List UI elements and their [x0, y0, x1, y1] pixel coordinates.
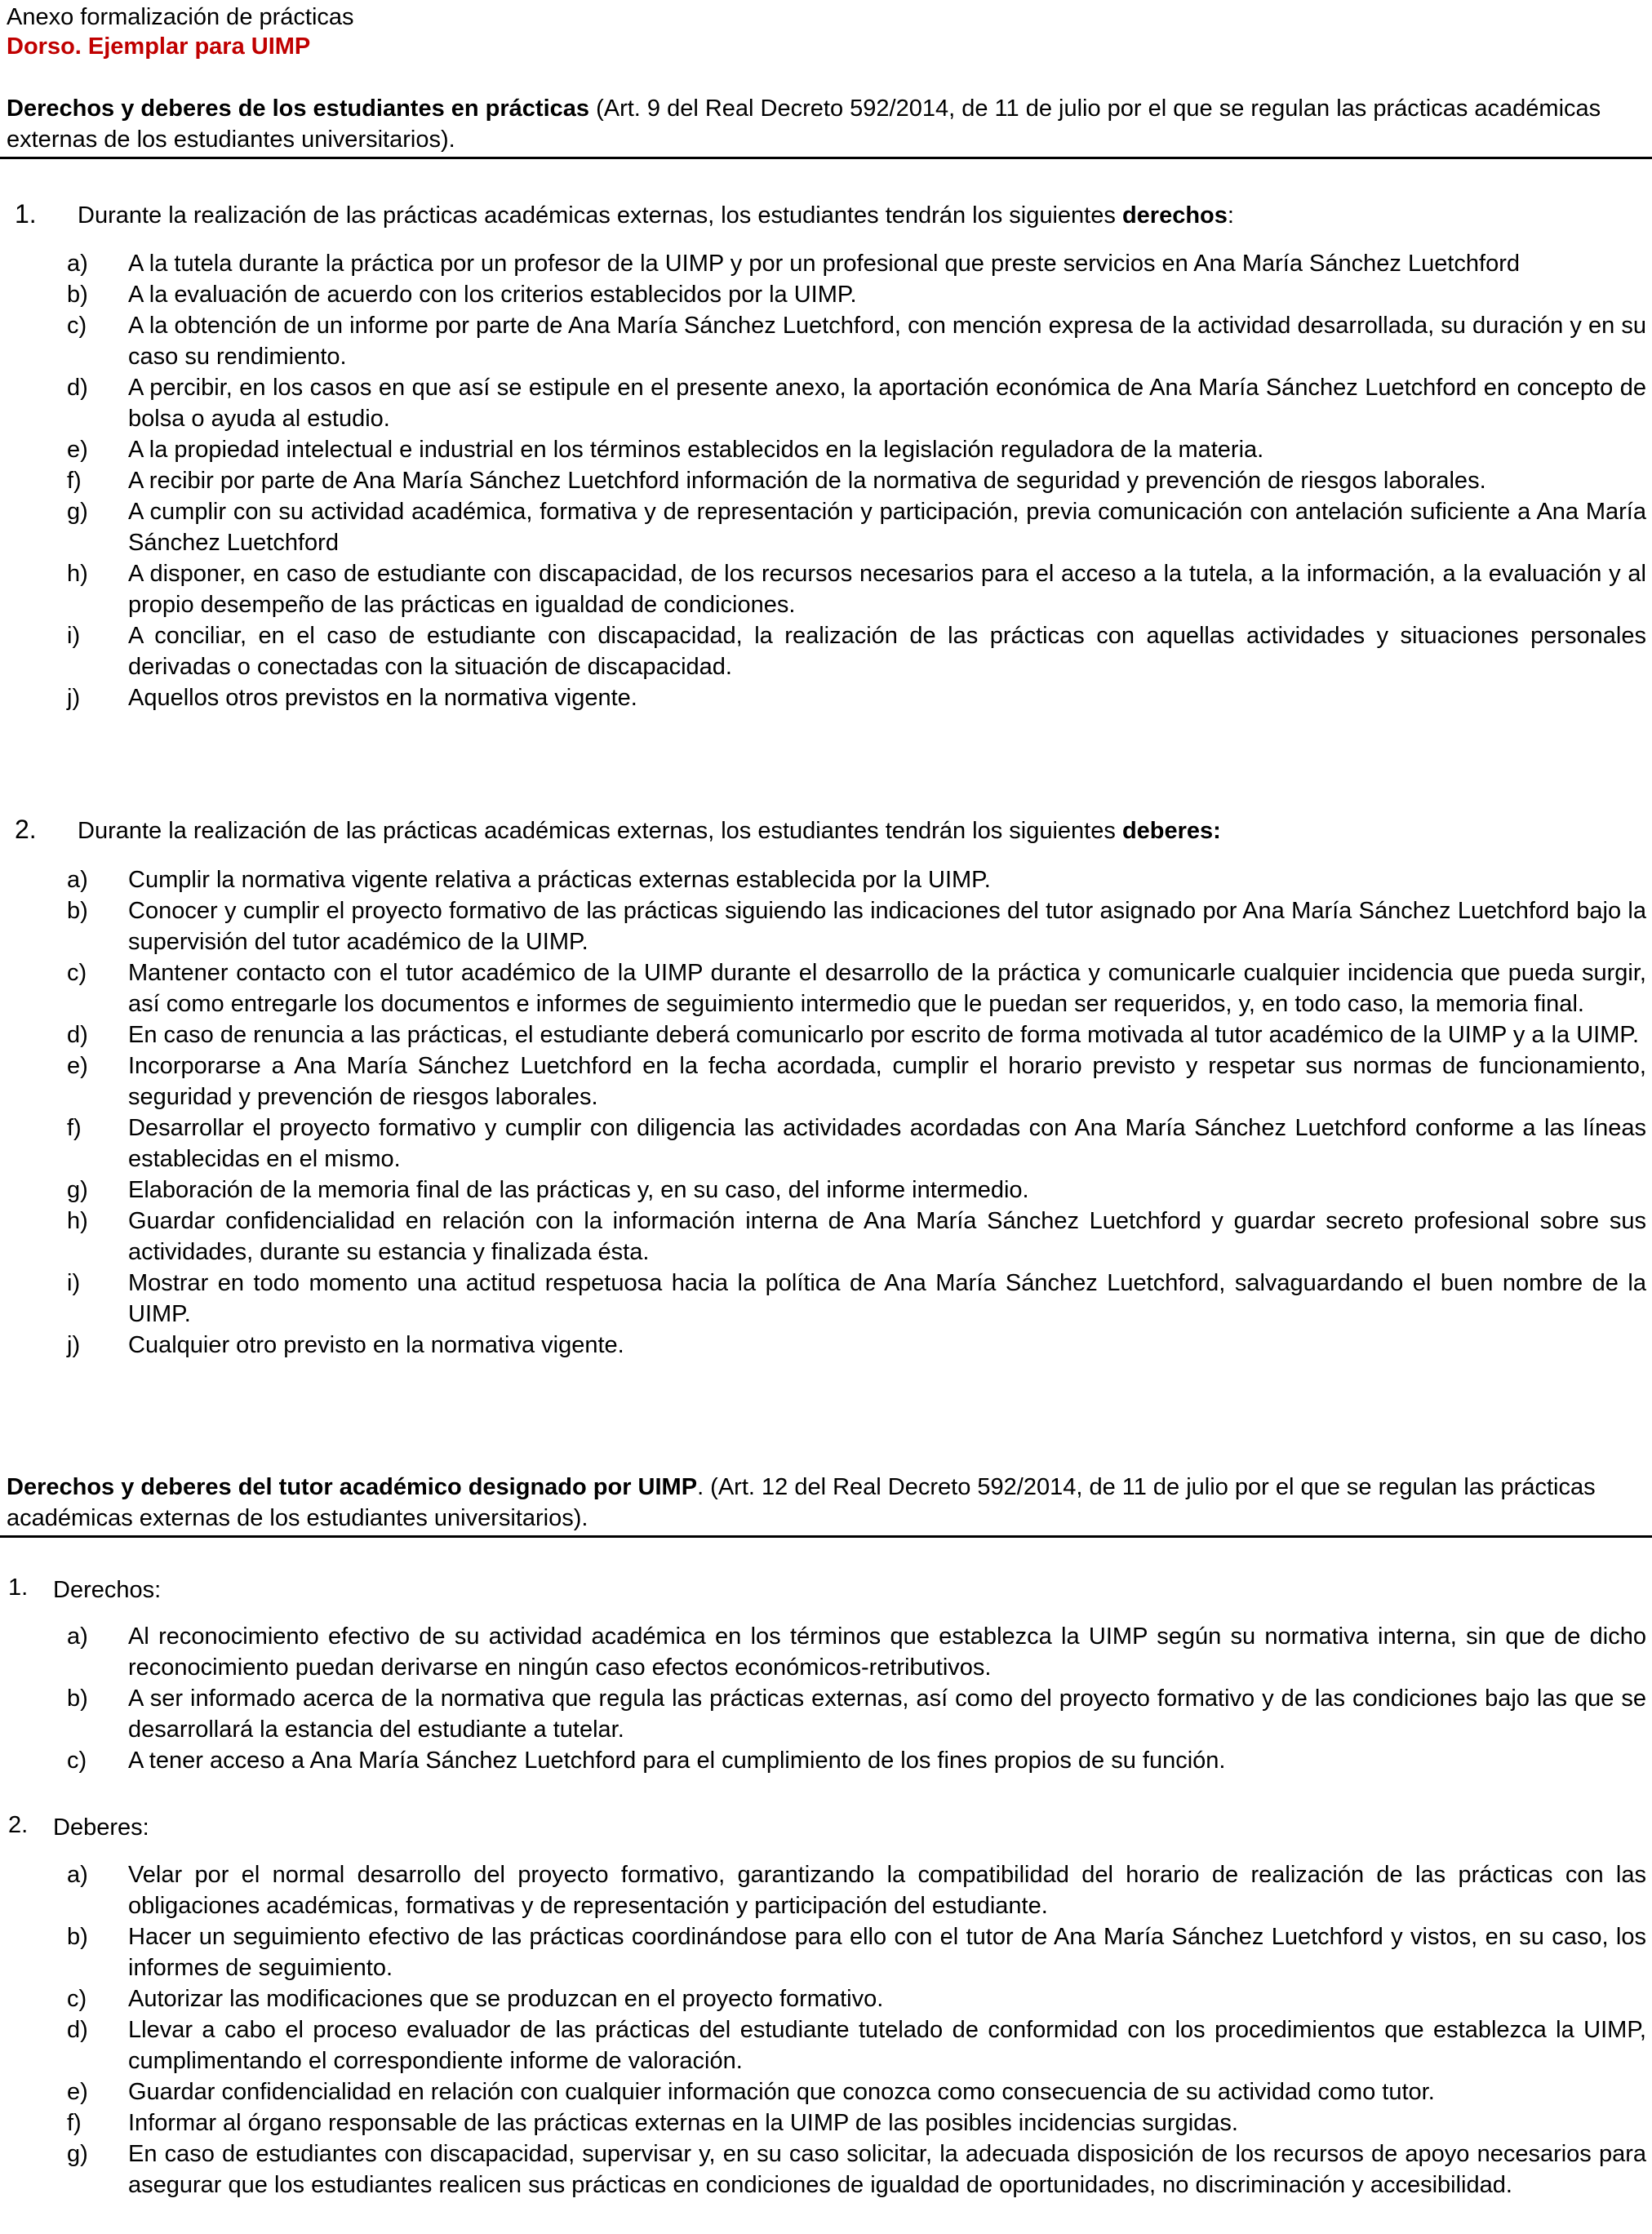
item-letter: a)	[67, 867, 88, 893]
item-text: A conciliar, en el caso de estudiante con discapacidad, la realización de las prácticas con aquellas actividades y situaciones personales derivadas o conectadas con la situación de discapacidad.	[128, 623, 1646, 680]
item-text: A la evaluación de acuerdo con los criterios establecidos por la UIMP.	[128, 282, 857, 308]
list-item	[0, 2107, 1652, 2139]
item-letter: c)	[67, 1748, 87, 1774]
list-item	[0, 1921, 1652, 1983]
item-letter: h)	[67, 1208, 88, 1234]
item-text: Aquellos otros previstos en la normativa vigente.	[128, 685, 637, 711]
students-rights-number: 1.	[15, 199, 37, 229]
item-letter: i)	[67, 623, 81, 649]
item-letter: a)	[67, 1862, 88, 1888]
item-letter: f)	[67, 1115, 82, 1141]
item-text: A la tutela durante la práctica por un profesor de la UIMP y por un profesional que preste servicios en Ana María Sánchez Luetchford	[128, 251, 1521, 277]
list-item	[0, 1745, 1652, 1776]
section-divider	[0, 157, 1652, 159]
item-text: Cualquier otro previsto en la normativa vigente.	[128, 1332, 624, 1358]
item-text: Mantener contacto con el tutor académico de la UIMP durante el desarrollo de la práctica y comunicarle cualquier incidencia que pueda surgir, así como entregarle los documentos e informes de seguimiento intermedio que le puedan ser requeridos, y, en todo caso, la memoria final.	[128, 960, 1646, 1017]
duties-keyword: deberes:	[1121, 818, 1221, 844]
item-letter: c)	[67, 313, 87, 339]
item-letter: b)	[67, 282, 88, 308]
tutor-section-title-bold: Derechos y deberes del tutor académico designado por UIMP	[7, 1474, 698, 1500]
item-text: A percibir, en los casos en que así se estipule en el presente anexo, la aportación económica de Ana María Sánchez Luetchford en concepto de bolsa o ayuda al estudio.	[128, 375, 1646, 432]
list-item	[0, 620, 1652, 682]
item-letter: j)	[67, 685, 81, 711]
item-letter: g)	[67, 1177, 88, 1203]
item-letter: h)	[67, 561, 88, 587]
item-text: En caso de renuncia a las prácticas, el estudiante deberá comunicarlo por escrito de forma motivada al tutor académico de la UIMP y a la UIMP.	[128, 1022, 1640, 1048]
annex-title: Anexo formalización de prácticas	[7, 4, 354, 30]
list-item	[0, 434, 1652, 465]
list-item	[0, 248, 1652, 279]
list-item	[0, 2014, 1652, 2076]
list-item	[0, 682, 1652, 713]
list-item	[0, 1019, 1652, 1050]
list-item	[0, 2076, 1652, 2107]
item-letter: f)	[67, 468, 82, 494]
item-text: A la obtención de un informe por parte de Ana María Sánchez Luetchford, con mención expresa de la actividad desarrollada, su duración y en su caso su rendimiento.	[128, 313, 1646, 370]
list-item	[0, 864, 1652, 895]
tutor-rights-list	[0, 1621, 1652, 1776]
item-letter: e)	[67, 1053, 88, 1079]
students-rights-intro: Durante la realización de las prácticas académicas externas, los estudiantes tendrán los siguientes derechos:	[78, 202, 1234, 229]
item-letter: c)	[67, 1986, 87, 2012]
list-item	[0, 957, 1652, 1019]
item-letter: c)	[67, 960, 87, 986]
item-letter: b)	[67, 1685, 88, 1712]
students-section-title-bold: Derechos y deberes de los estudiantes en prácticas	[7, 95, 590, 122]
item-text: Desarrollar el proyecto formativo y cumplir con diligencia las actividades acordadas con Ana María Sánchez Luetchford conforme a las líneas establecidas en el mismo.	[128, 1115, 1646, 1172]
list-item	[0, 1683, 1652, 1745]
list-item	[0, 895, 1652, 957]
list-item	[0, 310, 1652, 372]
item-letter: e)	[67, 2079, 88, 2105]
item-text: Incorporarse a Ana María Sánchez Luetchford en la fecha acordada, cumplir el horario previsto y respetar sus normas de funcionamiento, seguridad y prevención de riesgos laborales.	[128, 1053, 1646, 1110]
item-letter: b)	[67, 898, 88, 924]
students-duties-intro: Durante la realización de las prácticas académicas externas, los estudiantes tendrán los siguientes deberes:	[78, 818, 1221, 844]
item-letter: d)	[67, 375, 88, 401]
item-text: Conocer y cumplir el proyecto formativo de las prácticas siguiendo las indicaciones del tutor asignado por Ana María Sánchez Luetchford bajo la supervisión del tutor académico de la UIMP.	[128, 898, 1646, 955]
tutor-rights-label: Derechos:	[53, 1577, 162, 1603]
item-text: A ser informado acerca de la normativa que regula las prácticas externas, así como del proyecto formativo y de las condiciones bajo las que se desarrollará la estancia del estudiante a tutelar.	[128, 1685, 1646, 1743]
item-letter: e)	[67, 437, 88, 463]
tutor-duties-number: 2.	[8, 1812, 29, 1838]
tutor-section-title-rest: . (Art. 12 del Real Decreto 592/2014, de 11 de julio por el que se regulan las prácticas académicas externas de los estudiantes universitarios).	[7, 1474, 1596, 1531]
item-text: Guardar confidencialidad en relación con cualquier información que conozca como consecuencia de su actividad como tutor.	[128, 2079, 1435, 2105]
list-item	[0, 1330, 1652, 1361]
list-item	[0, 465, 1652, 496]
item-text: Velar por el normal desarrollo del proyecto formativo, garantizando la compatibilidad del horario de realización de las prácticas con las obligaciones académicas, formativas y de representación y participación del estudiante.	[128, 1862, 1646, 1919]
item-letter: d)	[67, 2017, 88, 2043]
list-item	[0, 1621, 1652, 1683]
list-item	[0, 558, 1652, 620]
item-letter: d)	[67, 1022, 88, 1048]
item-text: Informar al órgano responsable de las prácticas externas en la UIMP de las posibles incidencias surgidas.	[128, 2110, 1238, 2136]
item-text: En caso de estudiantes con discapacidad, supervisar y, en su caso solicitar, la adecuada disposición de los recursos de apoyo necesarios para asegurar que los estudiantes realicen sus prácticas en condiciones de igualdad de oportunidades, no discriminación y accesibilidad.	[128, 2141, 1646, 2198]
list-item	[0, 372, 1652, 434]
item-letter: a)	[67, 251, 88, 277]
item-letter: g)	[67, 499, 88, 525]
item-text: Hacer un seguimiento efectivo de las prácticas coordinándose para ello con el tutor de Ana María Sánchez Luetchford y vistos, en su caso, los informes de seguimiento.	[128, 1924, 1646, 1981]
students-duties-number: 2.	[15, 815, 37, 844]
item-text: A cumplir con su actividad académica, formativa y de representación y participación, previa comunicación con antelación suficiente a Ana María Sánchez Luetchford	[128, 499, 1646, 556]
item-text: Elaboración de la memoria final de las prácticas y, en su caso, del informe intermedio.	[128, 1177, 1029, 1203]
item-text: A la propiedad intelectual e industrial en los términos establecidos en la legislación reguladora de la materia.	[128, 437, 1264, 463]
list-item	[0, 1268, 1652, 1330]
item-text: A tener acceso a Ana María Sánchez Luetchford para el cumplimiento de los fines propios de su función.	[128, 1748, 1226, 1774]
tutor-duties-list	[0, 1859, 1652, 2201]
students-rights-list	[0, 248, 1652, 713]
list-item	[0, 1175, 1652, 1206]
list-item	[0, 496, 1652, 558]
list-item	[0, 1983, 1652, 2014]
list-item	[0, 279, 1652, 310]
item-text: A recibir por parte de Ana María Sánchez Luetchford información de la normativa de seguridad y prevención de riesgos laborales.	[128, 468, 1486, 494]
item-text: Guardar confidencialidad en relación con la información interna de Ana María Sánchez Luetchford y guardar secreto profesional sobre sus actividades, durante su estancia y finalizada ésta.	[128, 1208, 1646, 1265]
item-text: Mostrar en todo momento una actitud respetuosa hacia la política de Ana María Sánchez Luetchford, salvaguardando el buen nombre de la UIMP.	[128, 1270, 1646, 1327]
rights-keyword: derechos	[1121, 202, 1228, 229]
list-item	[0, 1859, 1652, 1921]
item-letter: i)	[67, 1270, 81, 1296]
item-letter: a)	[67, 1623, 88, 1650]
item-text: A disponer, en caso de estudiante con discapacidad, de los recursos necesarios para el acceso a la tutela, a la información, a la evaluación y al propio desempeño de las prácticas en igualdad de condiciones.	[128, 561, 1646, 618]
list-item	[0, 2139, 1652, 2201]
students-duties-list	[0, 864, 1652, 1361]
list-item	[0, 1113, 1652, 1175]
tutor-section-title	[7, 1472, 1643, 1534]
tutor-rights-number: 1.	[8, 1574, 29, 1601]
copy-subtitle: Dorso. Ejemplar para UIMP	[7, 33, 311, 60]
item-text: Llevar a cabo el proceso evaluador de las prácticas del estudiante tutelado de conformidad con los procedimientos que establezca la UIMP, cumplimentando el correspondiente informe de valoración.	[128, 2017, 1646, 2074]
item-letter: f)	[67, 2110, 82, 2136]
tutor-duties-label: Deberes:	[53, 1814, 149, 1841]
item-text: Al reconocimiento efectivo de su actividad académica en los términos que establezca la UIMP según su normativa interna, sin que de dicho reconocimiento puedan derivarse en ningún caso efectos económicos-retributivos.	[128, 1623, 1646, 1681]
list-item	[0, 1206, 1652, 1268]
item-letter: b)	[67, 1924, 88, 1950]
item-text: Cumplir la normativa vigente relativa a prácticas externas establecida por la UIMP.	[128, 867, 991, 893]
list-item	[0, 1050, 1652, 1113]
item-letter: j)	[67, 1332, 81, 1358]
students-section-title	[7, 93, 1643, 155]
students-section-title-rest: (Art. 9 del Real Decreto 592/2014, de 11 de julio por el que se regulan las prácticas académicas externas de los estudiantes universitarios).	[7, 95, 1601, 153]
item-text: Autorizar las modificaciones que se produzcan en el proyecto formativo.	[128, 1986, 884, 2012]
section-divider	[0, 1535, 1652, 1538]
item-letter: g)	[67, 2141, 88, 2167]
